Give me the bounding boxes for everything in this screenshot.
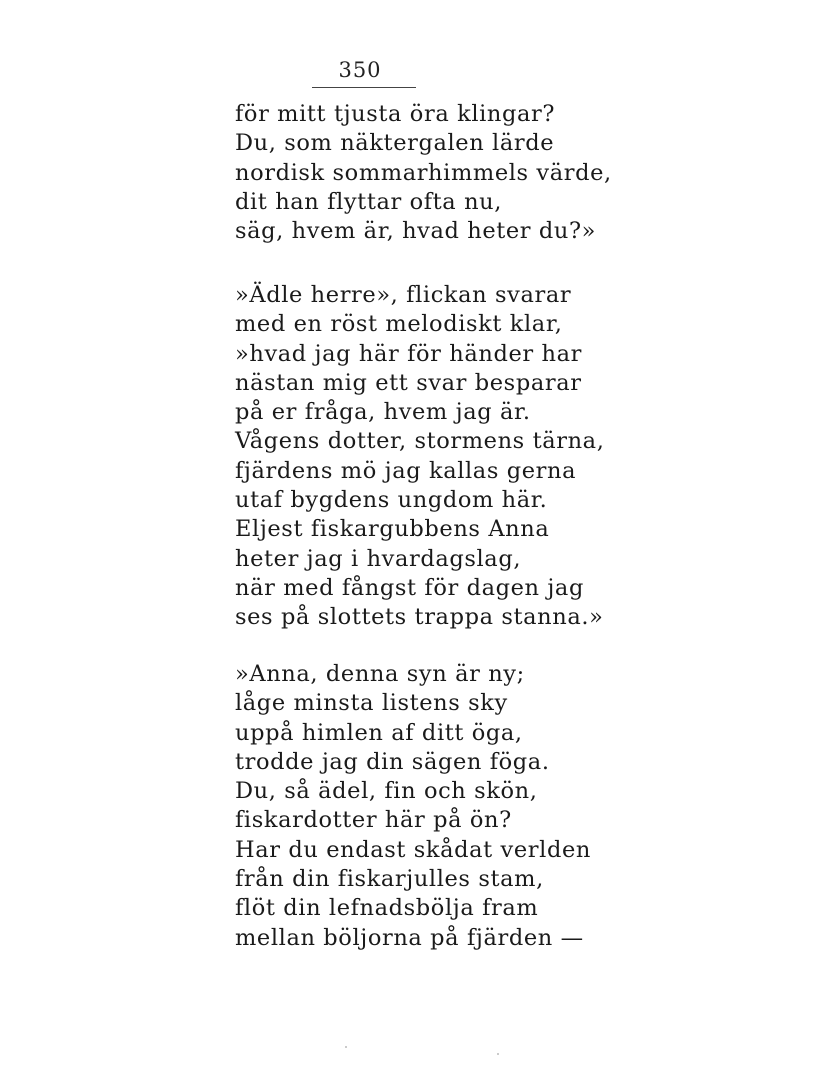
scan-speck	[497, 1053, 499, 1055]
verse-line: mellan böljorna på fjärden —	[235, 924, 584, 951]
header-rule	[312, 87, 416, 88]
stanza-2	[235, 281, 604, 633]
scan-speck	[345, 1046, 347, 1048]
verse-line: »Anna, denna syn är ny;	[235, 661, 525, 687]
verse-line: Eljest fiskargubbens Anna	[235, 516, 550, 543]
verse-line: Vågens dotter, stormens tärna,	[235, 428, 605, 455]
verse-line: nästan mig ett svar besparar	[235, 369, 582, 396]
stanza-1	[235, 100, 612, 246]
verse-line: låge minsta listens sky	[235, 690, 508, 717]
verse-line: heter jag i hvardagslag,	[235, 545, 522, 572]
verse-line: trodde jag din sägen föga.	[235, 748, 550, 775]
verse-line: från din fiskarjulles stam,	[235, 866, 544, 893]
verse-line: »Ädle herre», flickan svarar	[235, 282, 572, 308]
verse-line: Har du endast skådat verlden	[235, 836, 591, 863]
verse-line: säg, hvem är, hvad heter du?»	[235, 218, 597, 245]
verse-line: Du, så ädel, fin och skön,	[235, 778, 538, 805]
verse-line: på er fråga, hvem jag är.	[235, 399, 531, 426]
verse-line: Du, som näktergalen lärde	[235, 130, 555, 157]
verse-line: uppå himlen af ditt öga,	[235, 719, 523, 746]
verse-line: ses på slottets trappa stanna.»	[235, 604, 604, 631]
verse-line: flöt din lefnadsbölja fram	[235, 895, 539, 922]
verse-line: utaf bygdens ungdom här.	[235, 487, 548, 514]
verse-line: när med fångst för dagen jag	[235, 574, 584, 601]
verse-line: »hvad jag här för händer har	[235, 340, 582, 367]
verse-line: för mitt tjusta öra klingar?	[235, 101, 556, 127]
page-number: 350	[338, 58, 382, 82]
verse-line: dit han flyttar ofta nu,	[235, 188, 502, 215]
verse-line: nordisk sommarhimmels värde,	[235, 159, 612, 186]
verse-line: med en röst melodiskt klar,	[235, 311, 563, 338]
stanza-3	[235, 660, 591, 953]
verse-line: fjärdens mö jag kallas gerna	[235, 457, 577, 484]
verse-line: fiskardotter här på ön?	[235, 807, 512, 834]
